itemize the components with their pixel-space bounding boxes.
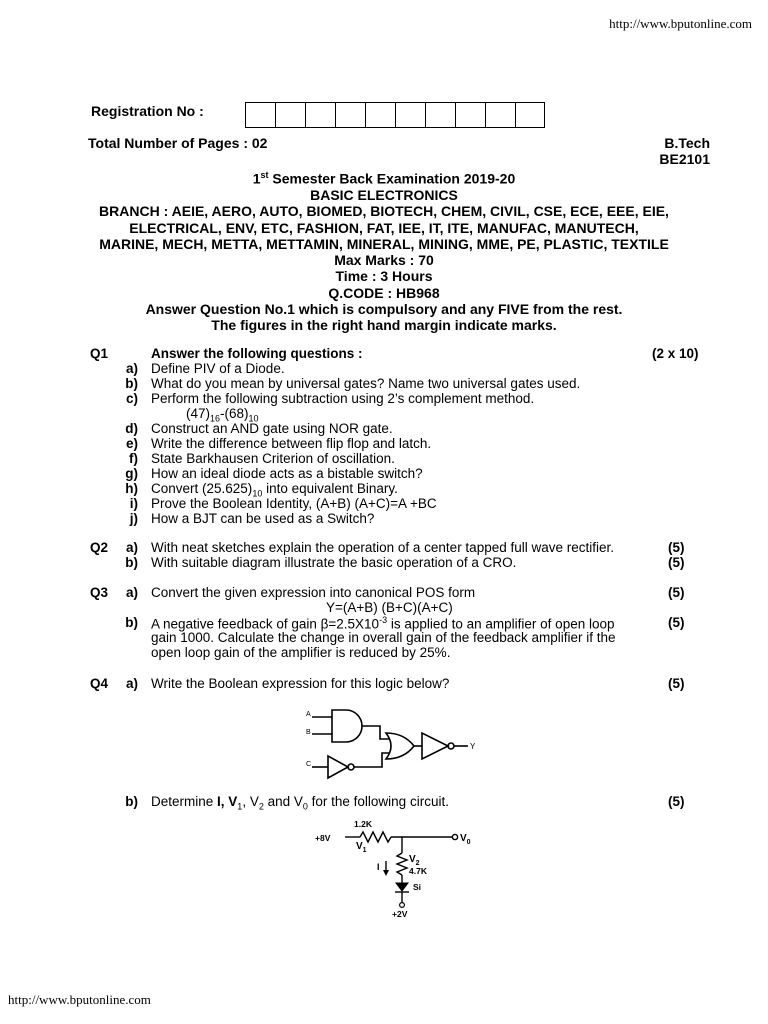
- q3-b-text-line-2: gain 1000. Calculate the change in overall gain of the feedback amplifier if the: [151, 630, 616, 645]
- q4-a-marks: (5): [668, 676, 685, 691]
- q4-number: Q4: [90, 676, 109, 691]
- q1-b-label: b): [125, 376, 138, 391]
- q1-h-label: h): [125, 481, 138, 496]
- v2-label: $V_2$: [409, 854, 420, 867]
- q1-h-text: Convert $(25.625)_{10}$ into equivalent Binary.: [151, 481, 398, 499]
- branch-line-3: MARINE, MECH, METTA, METTAMIN, MINERAL, MINING, MME, PE, PLASTIC, TEXTILE: [99, 235, 669, 252]
- ground-label: +2V: [392, 909, 408, 919]
- logic-label-y: Y: [470, 742, 476, 751]
- q1-title: Answer the following questions :: [151, 346, 363, 361]
- q1-e-text: Write the difference between flip flop and latch.: [151, 436, 432, 451]
- exam-title: 1st Semester Back Examination 2019-20: [252, 170, 516, 187]
- q1-b-text: What do you mean by universal gates? Name two universal gates used.: [151, 376, 581, 391]
- registration-label: Registration No :: [91, 103, 204, 119]
- q3-a-label: a): [125, 585, 138, 600]
- resistor-r2-label: 4.7K: [409, 866, 427, 876]
- subject: BASIC ELECTRONICS: [310, 186, 458, 203]
- q1-marks: (2 x 10): [652, 346, 699, 361]
- logic-label-c: C: [306, 761, 312, 768]
- q2-b-label: b): [125, 555, 138, 570]
- q2-a-text: With neat sketches explain the operation of a center tapped full wave rectifier.: [151, 540, 615, 555]
- branch-line-1: BRANCH : AEIE, AERO, AUTO, BIOMED, BIOTECH, CHEM, CIVIL, CSE, ECE, EEE, EIE,: [99, 203, 669, 220]
- q1-g-label: g): [125, 466, 138, 481]
- source-label: +8V: [315, 833, 331, 843]
- q1-c-label: c): [125, 391, 138, 406]
- registration-boxes: [245, 102, 545, 128]
- q2-b-text: With suitable diagram illustrate the basic operation of a CRO.: [151, 555, 517, 570]
- diode-circuit-diagram: [310, 815, 480, 920]
- q3-number: Q3: [90, 585, 109, 600]
- q3-b-text-line-1: A negative feedback of gain $\beta=2.5X10^{-3}$ is applied to an amplifier of open loop: [151, 615, 615, 632]
- q1-d-text: Construct an AND gate using NOR gate.: [151, 421, 393, 436]
- q1-a-label: a): [125, 361, 138, 376]
- v0-label: $V_0$: [460, 833, 471, 846]
- q1-e-label: e): [125, 436, 138, 451]
- q1-f-text: State Barkhausen Criterion of oscillation.: [151, 451, 395, 466]
- degree: B.Tech: [664, 135, 710, 151]
- q1-f-label: f): [129, 451, 138, 466]
- qcode: Q.CODE : HB968: [328, 284, 440, 301]
- resistor-r1-label: 1.2K: [354, 819, 372, 829]
- current-label: I: [377, 862, 380, 872]
- source-url-bottom[interactable]: http://www.bputonline.com: [8, 992, 151, 1007]
- q1-i-label: i): [129, 496, 138, 511]
- max-marks: Max Marks : 70: [334, 252, 434, 269]
- q3-b-text-line-3: open loop gain of the amplifier is reduced by 25%.: [151, 645, 451, 660]
- q3-a-text: Convert the given expression into canonical POS form: [151, 585, 476, 600]
- diode-symbol: [396, 883, 408, 891]
- q3-b-label: b): [125, 615, 138, 630]
- q2-b-marks: (5): [668, 555, 685, 570]
- paper-code: BE2101: [659, 151, 710, 167]
- v1-label: $V_1$: [356, 841, 367, 854]
- q1-i-text: Prove the Boolean Identity, (A+B) (A+C)=A +BC: [151, 496, 437, 511]
- q4-b-label: b): [125, 794, 138, 809]
- q3-a-marks: (5): [668, 585, 685, 600]
- logic-label-a: A: [306, 711, 311, 718]
- logic-gate-diagram: [300, 705, 485, 785]
- q4-b-text: Determine I, $V_1$, $V_2$ and $V_0$ for the following circuit.: [151, 794, 449, 812]
- q1-a-text: Define PIV of a Diode.: [151, 361, 285, 376]
- q1-d-label: d): [125, 421, 138, 436]
- q3-b-marks: (5): [668, 615, 685, 630]
- q3-a-expression: Y=(A+B) (B+C)(A+C): [326, 600, 453, 615]
- q2-number: Q2: [90, 540, 109, 555]
- time: Time : 3 Hours: [335, 268, 433, 285]
- q1-j-text: How a BJT can be used as a Switch?: [151, 511, 375, 526]
- source-url-top[interactable]: http://www.bputonline.com: [609, 16, 752, 31]
- q2-a-label: a): [125, 540, 138, 555]
- q1-g-text: How an ideal diode acts as a bistable switch?: [151, 466, 423, 481]
- q4-a-text: Write the Boolean expression for this logic below?: [151, 676, 450, 691]
- branch-line-2: ELECTRICAL, ENV, ETC, FASHION, FAT, IEE, IT, ITE, MANUFAC, MANUTECH,: [129, 219, 639, 236]
- diode-type-label: Si: [413, 882, 422, 892]
- exam-title-block: [0, 167, 768, 334]
- q4-b-marks: (5): [668, 794, 685, 809]
- instruction-1: Answer Question No.1 which is compulsory and any FIVE from the rest.: [145, 301, 623, 318]
- q2-a-marks: (5): [668, 540, 685, 555]
- q1-c-text: Perform the following subtraction using 2’s complement method.: [151, 391, 535, 406]
- logic-label-b: B: [306, 729, 311, 736]
- q1-j-label: j): [129, 511, 138, 526]
- instruction-2: The figures in the right hand margin indicate marks.: [211, 317, 557, 334]
- total-pages: Total Number of Pages : 02: [88, 135, 268, 151]
- q1-number: Q1: [90, 346, 109, 361]
- q1-c-expression: $(47)_{16}-(68)_{10}$: [186, 406, 259, 424]
- q4-a-label: a): [125, 676, 138, 691]
